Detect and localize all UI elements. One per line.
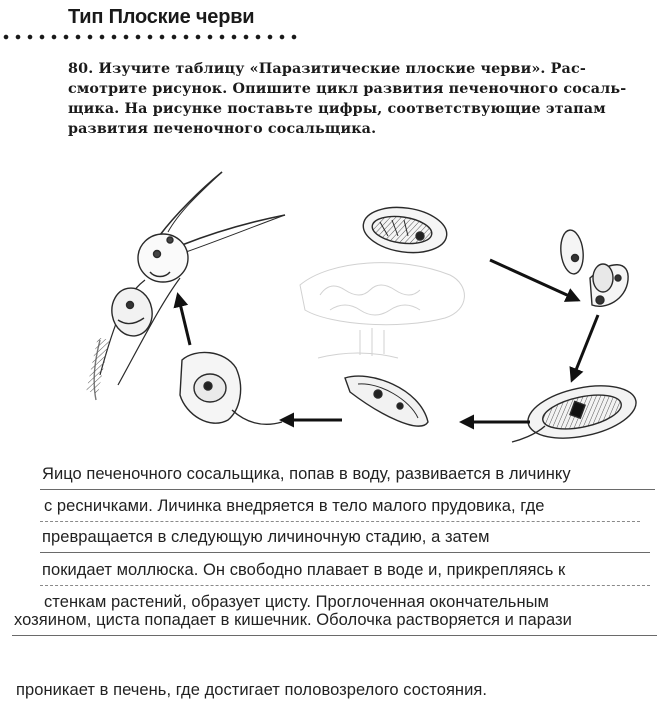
dotted-divider	[0, 33, 300, 41]
task-line: смотрите рисунок. Опишите цикл развития печеночного сосаль-	[68, 81, 627, 97]
metacercaria-stage-icon	[345, 376, 428, 426]
task-line: 80. Изучите таблицу «Паразитические плоские черви». Рас-	[68, 61, 586, 77]
task-line: щика. На рисунке поставьте цифры, соответствующие этапам	[68, 101, 606, 117]
answer-line: Яицо печеночного сосальщика, попав в воду, развивается в личинку	[42, 465, 571, 483]
egg-stage-icon	[360, 202, 449, 257]
write-rule	[40, 585, 650, 586]
cyst-stage-icon	[180, 352, 282, 424]
write-rule	[40, 489, 655, 490]
write-rule	[40, 552, 650, 553]
cercaria-stage-icon	[512, 377, 641, 447]
arrow-cyst-to-adult	[178, 295, 190, 345]
task-line: развития печеночного сосальщика.	[68, 121, 377, 137]
answer-line: с ресничками. Личинка внедряется в тело малого прудовика, где	[44, 497, 545, 515]
page-title: Тип Плоские черви	[68, 6, 255, 28]
task-text	[68, 59, 648, 139]
answer-line: стенкам растений, образует цисту. Проглоченная окончательным	[44, 593, 549, 611]
arrow-redia-to-cercaria	[572, 315, 598, 380]
answer-line: хозяином, циста попадает в кишечник. Оболочка растворяется и парази	[14, 611, 572, 629]
write-rule	[12, 635, 657, 636]
write-rule	[40, 521, 640, 522]
answer-line: проникает в печень, где достигает половозрелого состояния.	[16, 681, 487, 699]
background-pond-sketch	[300, 263, 464, 358]
answer-line: превращается в следующую личиночную стадию, а затем	[42, 528, 490, 546]
life-cycle-diagram	[0, 160, 665, 460]
answer-line: покидает моллюска. Он свободно плавает в воде и, прикрепляясь к	[42, 561, 566, 579]
